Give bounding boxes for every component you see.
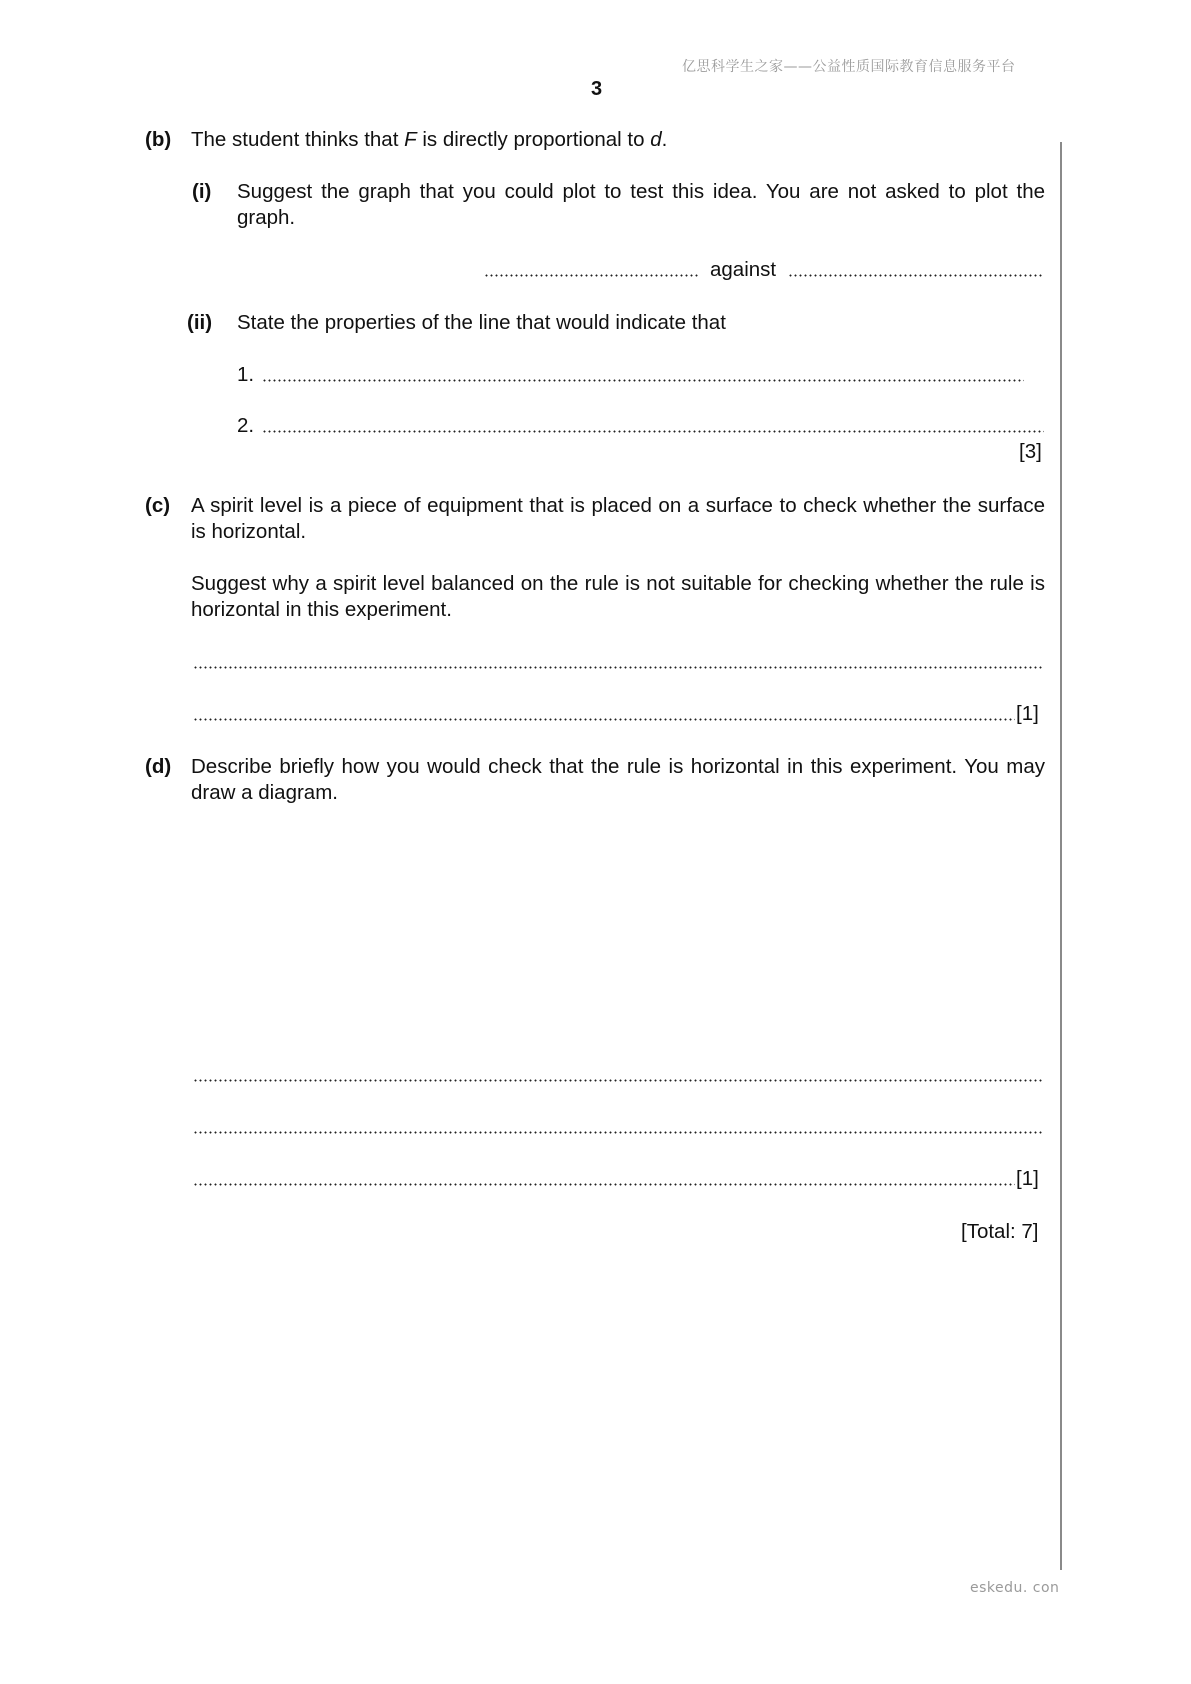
marks-c: [1] [1016,702,1039,725]
part-b-statement [191,127,667,153]
answer-line-d-1[interactable] [193,1079,1043,1082]
var-d: d [650,128,662,151]
part-c-para-2: Suggest why a spirit level balanced on the rule is not suitable for checking whether the rule is horizontal in this experiment. [191,572,1045,621]
part-b-text-2: is directly proportional to [416,128,651,151]
answer-line-x-axis[interactable] [788,274,1044,277]
header-watermark: 亿思科学生之家——公益性质国际教育信息服务平台 [682,59,1016,75]
footer-watermark: eskedu. con [970,1580,1060,1596]
marks-b: [3] [1019,440,1042,463]
answer-line-property-1[interactable] [262,379,1024,382]
answer-line-d-3[interactable] [193,1183,1015,1186]
marks-d: [1] [1016,1167,1039,1190]
part-b-text-3: . [661,128,668,151]
part-c-label: (c) [145,494,171,517]
item-1-number: 1. [237,363,255,386]
part-d-label: (d) [145,755,172,778]
part-b-i-question: Suggest the graph that you could plot to test this idea. You are not asked to plot the graph. [237,180,1045,229]
page-number: 3 [591,78,603,100]
answer-line-c-2[interactable] [193,718,1015,721]
answer-line-property-2[interactable] [262,430,1044,433]
part-b-ii-label: (ii) [187,311,213,334]
part-d-question: Describe briefly how you would check that the rule is horizontal in this experiment. You may draw a diagram. [191,755,1045,804]
var-f: F [404,128,417,151]
part-b-i-label: (i) [192,180,212,203]
margin-rule [1060,142,1062,1570]
part-b-text-1: The student thinks that [191,128,405,151]
against-label: against [710,258,777,281]
part-c-para-1: A spirit level is a piece of equipment that is placed on a surface to check whether the surface is horizontal. [191,494,1045,543]
answer-line-c-1[interactable] [193,666,1043,669]
answer-line-d-2[interactable] [193,1131,1043,1134]
part-b-ii-question: State the properties of the line that would indicate that [237,311,726,334]
diagram-space[interactable] [191,812,1045,1052]
part-b-label: (b) [145,128,172,151]
total-marks: [Total: 7] [961,1220,1039,1243]
item-2-number: 2. [237,414,255,437]
answer-line-y-axis[interactable] [484,274,700,277]
